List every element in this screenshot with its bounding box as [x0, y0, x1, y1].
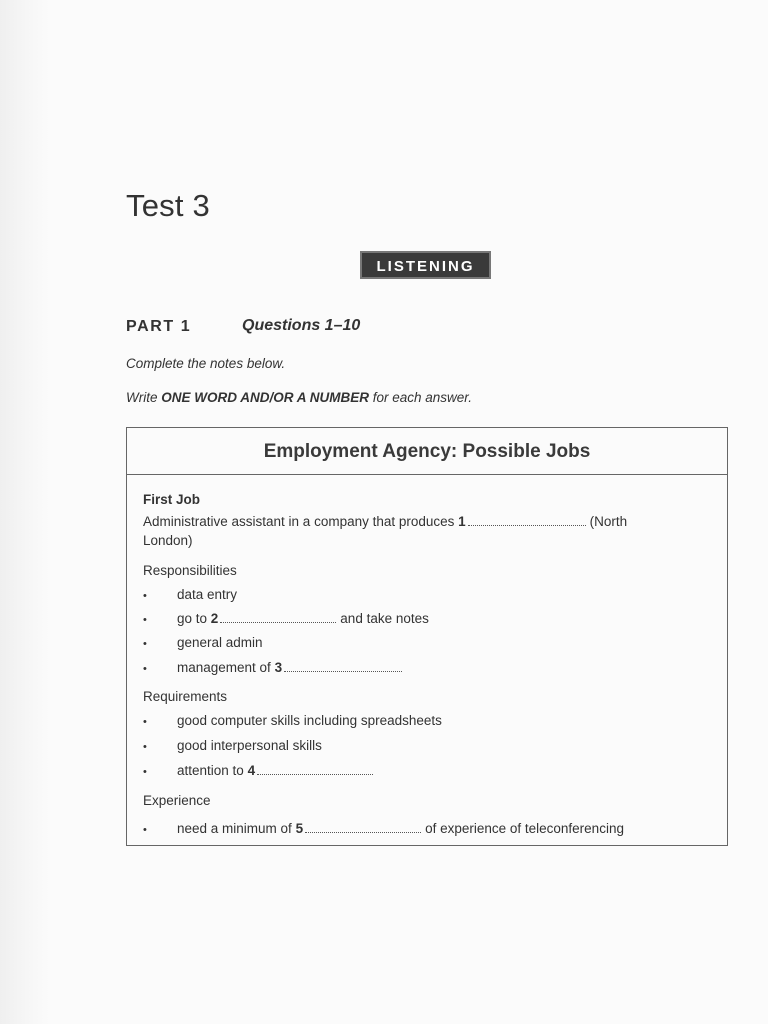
bullet-icon: • [143, 663, 147, 675]
responsibility-text: management of [177, 660, 275, 675]
bullet-icon: • [143, 590, 147, 602]
scan-edge-shadow [0, 0, 50, 1024]
requirements-heading: Requirements [143, 689, 228, 704]
question-number-4: 4 [247, 763, 256, 778]
notes-title: Employment Agency: Possible Jobs [127, 428, 727, 475]
responsibility-text: general admin [177, 635, 263, 650]
instruction-complete-notes: Complete the notes below. [126, 356, 286, 371]
instruction-word-limit [126, 390, 472, 405]
requirement-text: good computer skills including spreadsheets [177, 713, 442, 728]
first-job-line [143, 514, 627, 529]
part-label: PART 1 [126, 318, 192, 335]
questions-range: Questions 1–10 [242, 317, 361, 334]
answer-blank-4[interactable] [257, 764, 373, 775]
experience-text: need a minimum of [177, 821, 296, 836]
question-number-2: 2 [210, 611, 219, 626]
bullet-icon: • [143, 638, 147, 650]
list-item [143, 763, 377, 778]
notes-box [126, 427, 728, 846]
list-item [143, 738, 322, 753]
answer-blank-3[interactable] [284, 661, 402, 672]
list-item [143, 587, 237, 602]
list-item [143, 635, 263, 650]
bullet-icon: • [143, 766, 147, 778]
question-number-1: 1 [458, 514, 466, 529]
list-item [143, 713, 442, 728]
bullet-icon: • [143, 716, 147, 728]
bullet-icon: • [143, 614, 147, 626]
responsibility-text: go to [177, 611, 211, 626]
answer-blank-2[interactable] [220, 612, 336, 623]
section-badge-listening: LISTENING [360, 251, 491, 279]
question-number-3: 3 [274, 660, 283, 675]
instruction-prefix: Write [126, 390, 162, 405]
experience-heading: Experience [143, 793, 211, 808]
test-title: Test 3 [126, 188, 210, 223]
answer-blank-5[interactable] [305, 822, 421, 833]
bullet-icon: • [143, 824, 147, 836]
first-job-line-2: London) [143, 533, 193, 548]
responsibility-text: data entry [177, 587, 238, 602]
list-item [143, 821, 624, 836]
first-job-text: Administrative assistant in a company that produces [143, 514, 459, 529]
bullet-icon: • [143, 741, 147, 753]
list-item [143, 660, 406, 675]
list-item [143, 611, 429, 626]
responsibility-after: and take notes [340, 611, 429, 626]
experience-after: of experience of teleconferencing [425, 821, 624, 836]
instruction-suffix: for each answer. [369, 390, 473, 405]
instruction-word-limit-emphasis: ONE WORD AND/OR A NUMBER [161, 390, 369, 405]
first-job-after: (North [589, 514, 628, 529]
first-job-heading: First Job [143, 492, 201, 507]
requirement-text: good interpersonal skills [177, 738, 322, 753]
question-number-5: 5 [295, 821, 304, 836]
responsibilities-heading: Responsibilities [143, 563, 237, 578]
answer-blank-1[interactable] [468, 515, 586, 526]
requirement-text: attention to [177, 763, 248, 778]
